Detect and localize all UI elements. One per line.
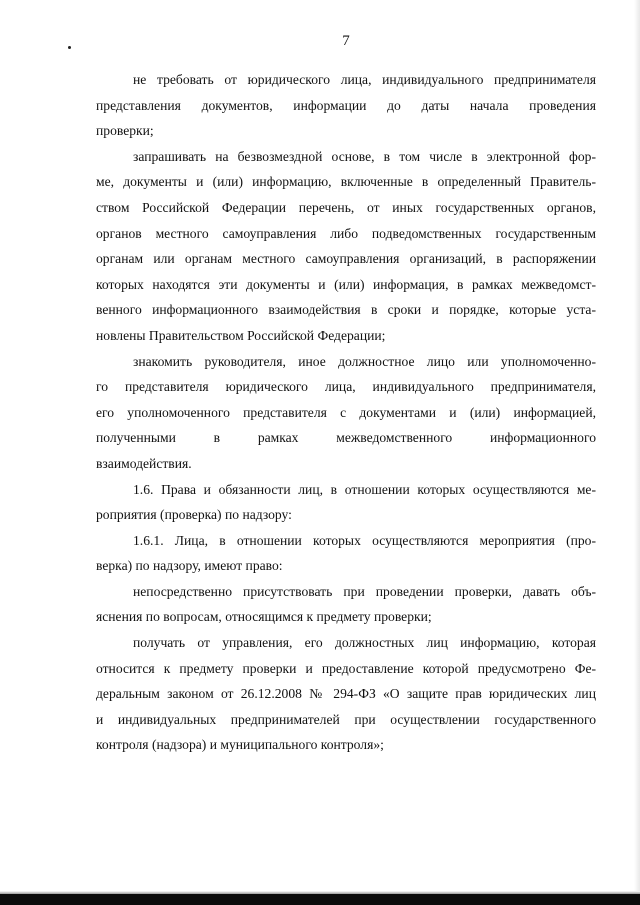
paragraph-line: и индивидуальных предпринимателей при осуществлении государственного: [96, 711, 596, 727]
paragraph-line: венного информационного взаимодействия в сроки и порядке, которые уста-: [96, 302, 596, 318]
paragraph-line: получать от управления, его должностных лиц информацию, которая: [133, 635, 596, 651]
paragraph-line: полученными в рамках межведомственного информационного: [96, 430, 596, 446]
paragraph-line: контроля (надзора) и муниципального контроля»;: [96, 737, 384, 753]
paragraph-line: запрашивать на безвозмездной основе, в том числе в электронной фор-: [133, 148, 596, 164]
paragraph-line: относится к предмету проверки и предоставление которой предусмотрено Фе-: [96, 660, 596, 676]
paragraph-line: которых находятся эти документы и (или) информация, в рамках межведомст-: [96, 276, 596, 292]
paragraph-line: роприятия (проверка) по надзору:: [96, 507, 292, 523]
body-text: [96, 67, 596, 758]
paragraph-line: его уполномоченного представителя с документами и (или) информацией,: [96, 404, 596, 420]
paragraph-line: взаимодействия.: [96, 455, 192, 471]
paragraph-line: 1.6. Права и обязанности лиц, в отношении которых осуществляются ме-: [133, 481, 596, 497]
paragraph-line: новлены Правительством Российской Федерации;: [96, 327, 386, 343]
paragraph-line: знакомить руководителя, иное должностное лицо или уполномоченно-: [133, 353, 596, 369]
paragraph-line: го представителя юридического лица, индивидуального предпринимателя,: [96, 379, 596, 395]
paragraph-line: ме, документы и (или) информацию, включенные в определенный Правитель-: [96, 174, 596, 190]
scan-bottom-border: [0, 894, 640, 905]
paragraph-line: не требовать от юридического лица, индивидуального предпринимателя: [133, 72, 596, 87]
paragraph-line: представления документов, информации до даты начала проведения: [96, 97, 596, 113]
paragraph-line: проверки;: [96, 123, 154, 139]
page-number: 7: [342, 33, 350, 49]
paragraph-line: непосредственно присутствовать при проведении проверки, давать объ-: [133, 583, 596, 599]
scan-edge-shadow: [634, 0, 640, 905]
paragraph-line: яснения по вопросам, относящимся к предмету проверки;: [96, 609, 432, 625]
paragraph-line: органам или органам местного самоуправления организаций, в распоряжении: [96, 251, 596, 267]
paragraph-line: верка) по надзору, имеют право:: [96, 558, 283, 574]
paragraph-line: 1.6.1. Лица, в отношении которых осуществляются мероприятия (про-: [133, 532, 596, 548]
paragraph-line: органов местного самоуправления либо подведомственных государственным: [96, 225, 596, 241]
paragraph-line: ством Российской Федерации перечень, от иных государственных органов,: [96, 199, 596, 215]
paragraph-line: деральным законом от 26.12.2008 № 294-ФЗ «О защите прав юридических лиц: [96, 686, 596, 702]
